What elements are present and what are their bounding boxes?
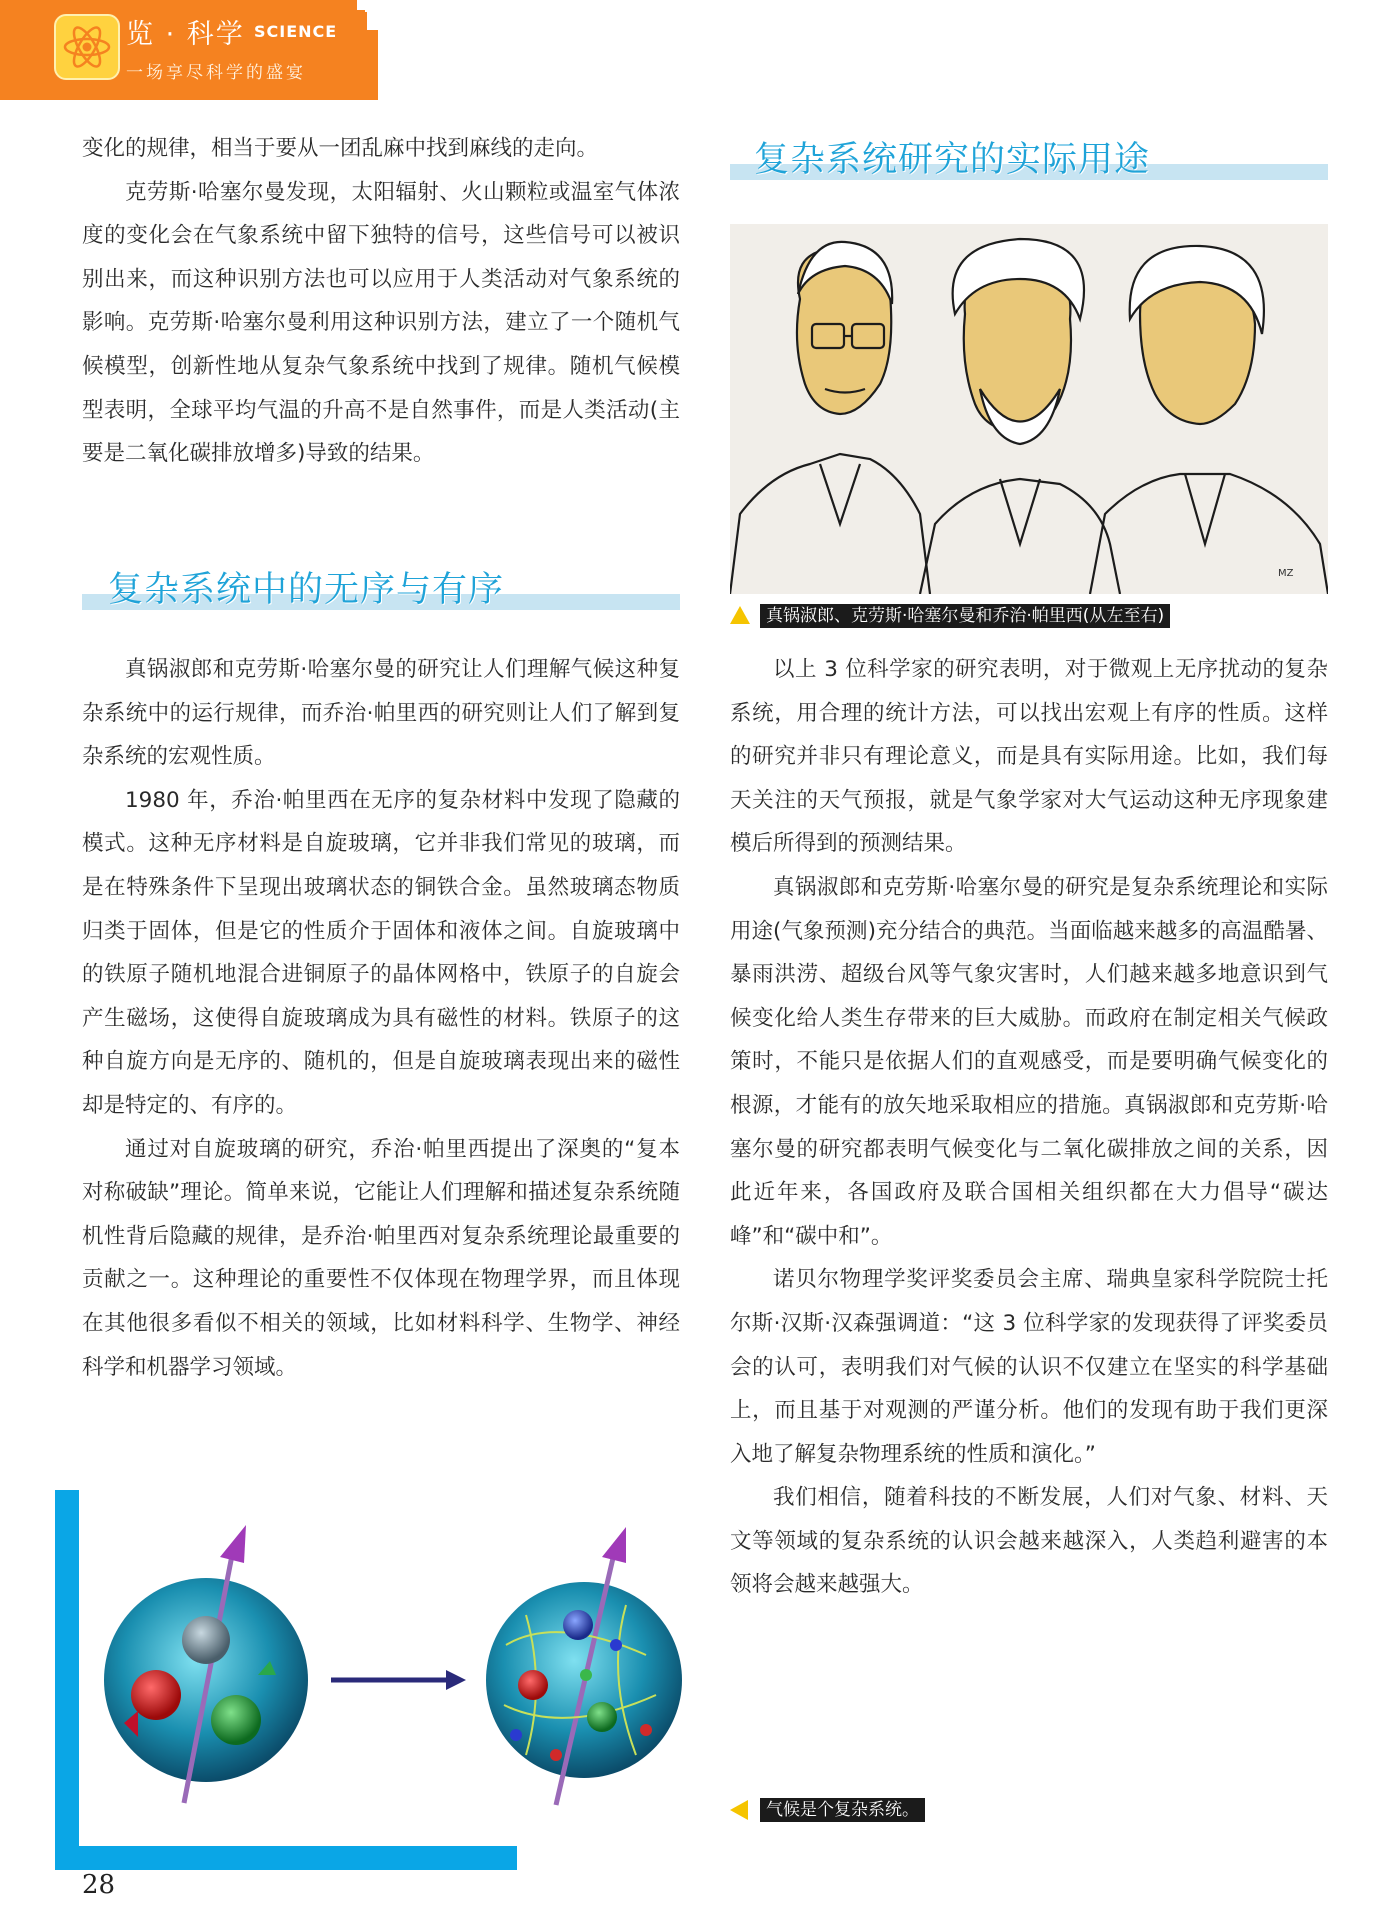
left-section-text	[82, 648, 680, 1389]
left-top-text	[82, 127, 680, 476]
portrait-signature: MZ	[1278, 568, 1294, 579]
caption-arrow-icon	[730, 606, 750, 624]
paragraph: 以上 3 位科学家的研究表明，对于微观上无序扰动的复杂系统，用合理的统计方法，可以找出宏观上有序的性质。这样的研究并非只有理论意义，而是具有实际用途。比如，我们每天关注的天气预报，就是气象学家对大气运动这种无序现象建模后所得到的预测结果。	[730, 657, 1328, 857]
paragraph: 真锅淑郎和克劳斯·哈塞尔曼的研究是复杂系统理论和实际用途(气象预测)充分结合的典范。当面临越来越多的高温酷暑、暴雨洪涝、超级台风等气象灾害时，人们越来越多地意识到气候变化给人类生存带来的巨大威胁。而政府在制定相关气候政策时，不能只是依据人们的直观感受，而是要明确气候变化的根源，才能有的放矢地采取相应的措施。真锅淑郎和克劳斯·哈塞尔曼的研究都表明气候变化与二氧化碳排放之间的关系，因此近年来，各国政府及联合国相关组织都在大力倡导“碳达峰”和“碳中和”。	[730, 874, 1328, 1249]
paragraph: 诺贝尔物理学奖评奖委员会主席、瑞典皇家科学院院士托尔斯·汉斯·汉森强调道：“这 3 位科学家的发现获得了评奖委员会的认可，表明我们对气候的认识不仅建立在坚实的科学基础上，而且基于对观测的严谨分析。他们的发现有助于我们更深入地了解复杂物理系统的性质和演化。”	[730, 1267, 1328, 1467]
paragraph: 克劳斯·哈塞尔曼发现，太阳辐射、火山颗粒或温室气体浓度的变化会在气象系统中留下独特的信号，这些信号可以被识别出来，而这种识别方法也可以应用于人类活动对气象系统的影响。克劳斯·哈塞尔曼利用这种识别方法，建立了一个随机气候模型，创新性地从复杂气象系统中找到了规律。随机气候模型表明，全球平均气温的升高不是自然事件，而是人类活动(主要是二氧化碳排放增多)导致的结果。	[82, 179, 680, 467]
complex-system-illustration	[86, 1505, 706, 1835]
caption-arrow-icon	[730, 1800, 748, 1820]
illustration-bracket	[55, 1490, 79, 1868]
page-number: 28	[82, 1870, 116, 1900]
paragraph: 我们相信，随着科技的不断发展，人们对气象、材料、天文等领域的复杂系统的认识会越来越深入，人类趋利避害的本领将会越来越强大。	[730, 1485, 1328, 1598]
header-title: 览 · 科学	[126, 19, 245, 50]
illustration-bracket	[55, 1846, 517, 1870]
header-slogan: 一场享尽科学的盛宴	[126, 63, 306, 83]
heading-text: 复杂系统中的无序与有序	[108, 570, 505, 610]
heading-text: 复杂系统研究的实际用途	[754, 140, 1151, 180]
section-heading-usage	[730, 128, 1328, 186]
paragraph: 变化的规律，相当于要从一团乱麻中找到麻线的走向。	[82, 136, 599, 161]
paragraph: 通过对自旋玻璃的研究，乔治·帕里西提出了深奥的“复本对称破缺”理论。简单来说，它能让人们理解和描述复杂系统随机性背后隐藏的规律，是乔治·帕里西对复杂系统理论最重要的贡献之一。这种理论的重要性不仅体现在物理学界，而且体现在其他很多看似不相关的领域，比如材料科学、生物学、神经科学和机器学习领域。	[82, 1136, 680, 1380]
scientists-portrait-illustration	[730, 224, 1328, 594]
header-science: SCIENCE	[254, 22, 338, 41]
section-heading-disorder	[82, 558, 680, 616]
right-section-text	[730, 648, 1328, 1607]
portrait-caption-text: 真锅淑郎、克劳斯·哈塞尔曼和乔治·帕里西(从左至右)	[760, 604, 1170, 628]
atom-icon	[54, 14, 120, 80]
header-deco	[357, 0, 367, 10]
header-tab	[0, 0, 365, 100]
paragraph: 真锅淑郎和克劳斯·哈塞尔曼的研究让人们理解气候这种复杂系统中的运行规律，而乔治·帕里西的研究则让人们了解到复杂系统的宏观性质。	[82, 657, 680, 770]
illustration-caption-text: 气候是个复杂系统。	[760, 1798, 925, 1822]
paragraph: 1980 年，乔治·帕里西在无序的复杂材料中发现了隐藏的模式。这种无序材料是自旋玻璃，它并非我们常见的玻璃，而是在特殊条件下呈现出玻璃状态的铜铁合金。虽然玻璃态物质归类于固体，但是它的性质介于固体和液体之间。自旋玻璃中的铁原子随机地混合进铜原子的晶体网格中，铁原子的自旋会产生磁场，这使得自旋玻璃成为具有磁性的材料。铁原子的这种自旋方向是无序的、随机的，但是自旋玻璃表现出来的磁性却是特定的、有序的。	[82, 787, 680, 1118]
